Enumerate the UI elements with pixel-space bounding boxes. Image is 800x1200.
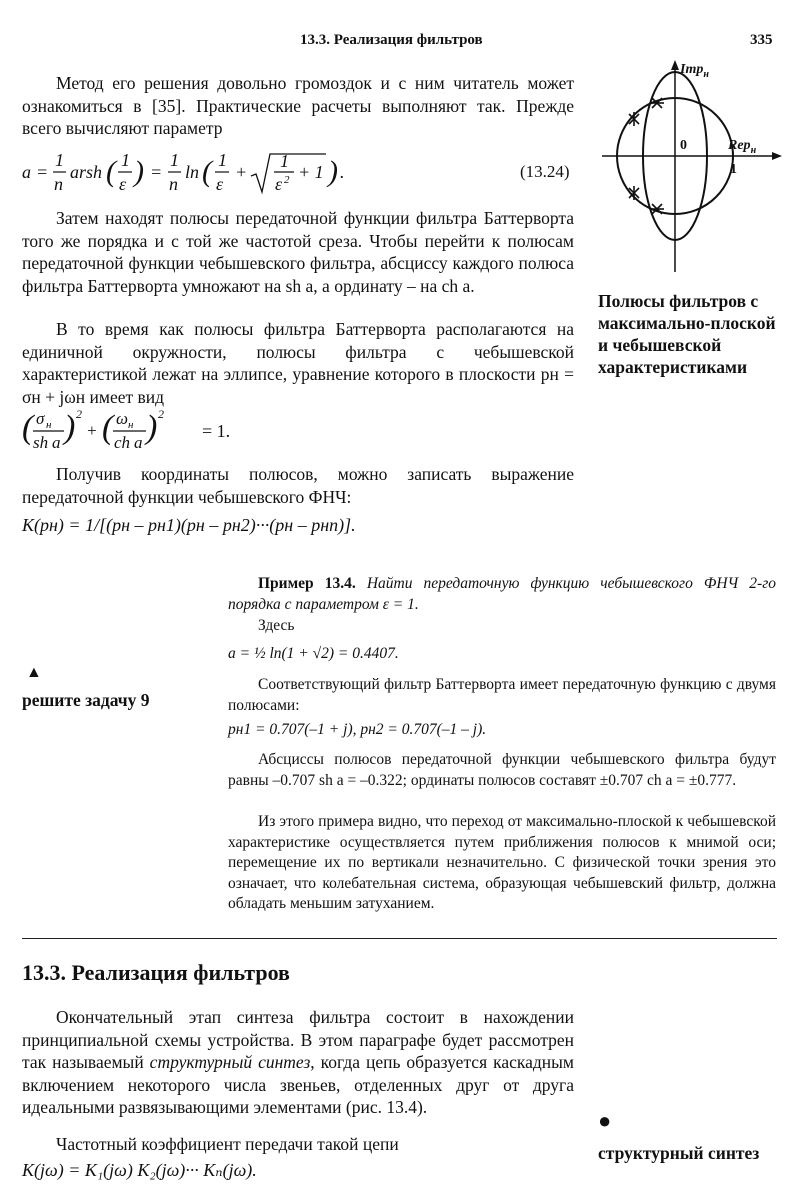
section-paragraph-1-text-b: , когда цепь образуется каскадным включением некоторого числа звеньев, отделенных друг от друга идеальными развязывающими элементами (рис. 13.4). — [22, 1052, 574, 1117]
example-paragraph-1: Соответствующий фильтр Баттерворта имеет передаточную функцию с двумя полюсами: — [228, 676, 776, 714]
example-equation-poles: pн1 = 0.707(–1 + j), pн2 = 0.707(–1 – j). — [228, 721, 487, 738]
structural-synthesis-term: структурный синтез — [149, 1052, 311, 1072]
paragraph-3: В то время как полюсы фильтра Баттерворта располагаются на единичной окружности, полюсы фильтра с чебышевской характеристикой лежат на эллипсе, уравнение которого в плоскости pн = σн + jωн имеет вид — [22, 319, 574, 407]
svg-text:): ) — [134, 155, 144, 188]
transfer-function-equation: K(pн) = 1/[(pн – pн1)(pн – pн2)···(pн – pнn)]. — [22, 515, 356, 535]
svg-text:ω: ω — [116, 409, 129, 428]
unit-label: 1 — [730, 162, 737, 177]
svg-text:): ) — [328, 155, 338, 188]
svg-text:ε: ε — [119, 174, 127, 194]
ellipse-equation-rhs: = 1. — [202, 421, 231, 441]
svg-text:2: 2 — [76, 407, 82, 421]
example-task: Найти передаточную функцию чебышевского ФНЧ 2-го порядка с параметром ε = 1. — [228, 575, 777, 613]
svg-text:ε: ε — [216, 174, 224, 194]
chain-transfer-equation: K(jω) = K₁(jω) K₂(jω)··· Kₙ(jω). — [22, 1160, 257, 1180]
svg-text:н: н — [46, 419, 52, 431]
svg-text:(: ( — [202, 155, 212, 188]
svg-text:): ) — [146, 409, 158, 446]
svg-text:a: a — [52, 433, 61, 452]
section-paragraph-1 — [22, 1006, 574, 1119]
svg-text:н: н — [128, 419, 134, 431]
ellipse-equation-graphic — [22, 404, 212, 456]
svg-text:ch: ch — [114, 433, 131, 452]
svg-text:1: 1 — [280, 151, 289, 171]
svg-text:(: ( — [22, 409, 34, 446]
svg-text:n: n — [169, 174, 178, 194]
svg-text:.: . — [340, 162, 345, 182]
svg-text:a: a — [134, 433, 143, 452]
svg-text:sh: sh — [33, 433, 49, 452]
equation-13-24-graphic — [22, 150, 492, 196]
example-here: Здесь — [258, 617, 295, 634]
task-marker-icon: ▲ — [26, 664, 42, 681]
svg-text:σ: σ — [36, 409, 45, 428]
pole-diagram-graphic — [592, 60, 792, 285]
svg-text:2: 2 — [284, 174, 290, 186]
paragraph-4: Получив координаты полюсов, можно записать выражение передаточной функции чебышевского ФНЧ: — [22, 464, 574, 507]
section-divider — [22, 938, 777, 939]
example-paragraph-3: Из этого примера видно, что переход от максимально-плоской к чебышевской характеристике осуществляется путем приближения полюсов к мнимой оси; перемещение их по вертикали незначительно. С физической точки зрения это означает, что колебательная система, образующая чебышевский фильтр, должна обладать меньшим затуханием. — [228, 813, 776, 912]
svg-text:ε: ε — [275, 174, 283, 194]
svg-text:+ 1: + 1 — [298, 162, 324, 182]
svg-text:1: 1 — [121, 150, 130, 170]
margin-term-note: структурный синтез — [598, 1143, 760, 1163]
svg-text:+: + — [86, 421, 98, 440]
section-title: 13.3. Реализация фильтров — [22, 960, 290, 985]
paragraph-2: Затем находят полюсы передаточной функции фильтра Баттерворта того же порядка и с той же частотой среза. Чтобы перейти к полюсам передаточной функции чебышевского фильтра, абсциссу каждого полюса фильтра Баттерворта умножают на sh a, а ординату – на ch a. — [22, 208, 574, 296]
running-title: 13.3. Реализация фильтров — [300, 32, 483, 48]
svg-text:(: ( — [102, 409, 114, 446]
svg-text:1: 1 — [170, 150, 179, 170]
svg-text:1: 1 — [55, 150, 64, 170]
svg-text:ln: ln — [185, 162, 200, 182]
margin-task-note: решите задачу 9 — [22, 690, 150, 710]
equation-number: (13.24) — [520, 162, 570, 181]
term-marker-icon: ● — [598, 1108, 612, 1133]
svg-text:(: ( — [106, 155, 116, 188]
svg-text:n: n — [54, 174, 63, 194]
paragraph-1: Метод его решения довольно громоздок и с ним читатель может ознакомиться в [35]. Практические расчеты выполняют так. Прежде всего вычисляют параметр — [22, 73, 574, 138]
svg-text:2: 2 — [158, 407, 164, 421]
im-axis-label: Imp$_н$ — [680, 62, 709, 80]
equation-13-24 — [22, 150, 492, 201]
section-paragraph-1-text-a: Окончательный этап синтеза фильтра состоит в нахождении принципиальной схемы устройства. В этом параграфе будет рассмотрен так называемый — [22, 1007, 574, 1072]
example-equation-a: a = ½ ln(1 + √2) = 0.4407. — [228, 645, 399, 662]
svg-text:): ) — [64, 409, 76, 446]
svg-text:+: + — [235, 162, 248, 182]
ellipse-equation — [22, 404, 212, 461]
page-number: 335 — [750, 32, 773, 48]
figure-caption: Полюсы фильтров с максимально-плоской и чебышевской характеристиками — [598, 291, 776, 377]
origin-label: 0 — [680, 138, 687, 153]
svg-text:arsh: arsh — [70, 162, 103, 182]
svg-text:a: a — [22, 162, 31, 182]
example-paragraph-2: Абсциссы полюсов передаточной функции чебышевского фильтра будут равны –0.707 sh a = –0.322; ординаты полюсов составят ±0.707 ch a = ±0.777. — [228, 751, 776, 789]
svg-text:1: 1 — [218, 150, 227, 170]
example-label: Пример 13.4. — [258, 575, 356, 592]
pole-diagram — [592, 60, 792, 290]
example-heading — [228, 574, 776, 615]
section-paragraph-2: Частотный коэффициент передачи такой цепи — [56, 1134, 399, 1154]
svg-text:=: = — [36, 162, 49, 182]
svg-text:=: = — [150, 162, 163, 182]
re-axis-label: Rep$_н$ — [728, 138, 757, 156]
